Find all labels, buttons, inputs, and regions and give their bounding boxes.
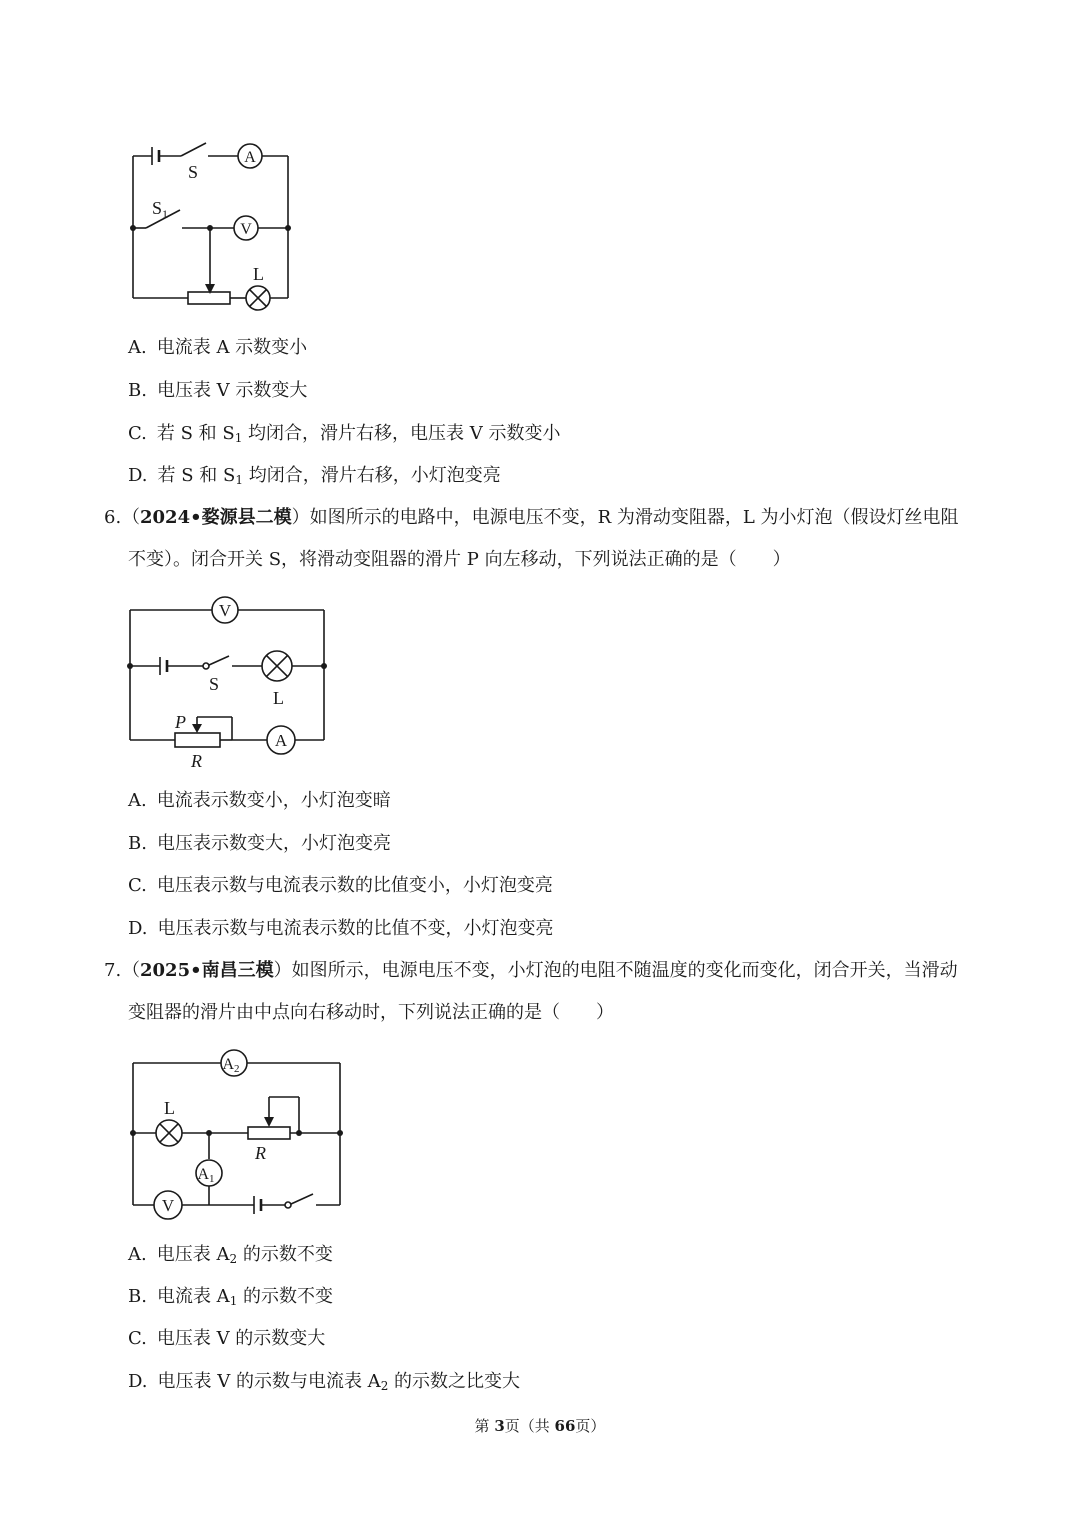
footer-total-pages: 66 bbox=[554, 1417, 576, 1435]
junction-dot bbox=[296, 1130, 302, 1136]
option-text: 若 S 和 S bbox=[156, 423, 235, 444]
option-letter: D. bbox=[128, 918, 148, 939]
q5-option-c[interactable] bbox=[128, 422, 561, 446]
voltmeter-v-label: V bbox=[240, 221, 252, 238]
ammeter-a-label: A bbox=[274, 731, 288, 750]
q6-stem-line2: 不变）。闭合开关 S，将滑动变阻器的滑片 P 向左移动，下列说法正确的是（ ） bbox=[128, 549, 791, 570]
switch-blade bbox=[291, 1194, 313, 1204]
option-subscript: 2 bbox=[229, 1252, 238, 1266]
option-letter: C. bbox=[128, 1328, 147, 1349]
slider-arrow bbox=[192, 724, 202, 733]
option-text: 电流表 A 示数变小 bbox=[156, 337, 308, 358]
option-letter: D. bbox=[128, 465, 148, 486]
rheostat-r-label: R bbox=[255, 1143, 266, 1163]
q6-option-a[interactable] bbox=[128, 789, 391, 813]
option-letter: B. bbox=[128, 833, 147, 854]
q6-option-b[interactable] bbox=[128, 832, 391, 856]
q7-source: 2025•南昌三模 bbox=[140, 960, 274, 981]
q7-option-d[interactable] bbox=[128, 1370, 520, 1394]
q5-circuit-svg bbox=[126, 138, 296, 310]
switch-s-blade bbox=[181, 143, 206, 156]
option-text: 电压表示数与电流表示数的比值不变，小灯泡变亮 bbox=[157, 918, 554, 939]
q5-option-d[interactable] bbox=[128, 464, 501, 488]
switch-contact bbox=[203, 663, 209, 669]
q7-stem-text bbox=[122, 959, 958, 983]
voltmeter-v-label: V bbox=[218, 601, 232, 620]
q6-option-c[interactable] bbox=[128, 874, 553, 898]
rheostat-r-label: R bbox=[191, 751, 202, 771]
q7-line1: 如图所示，电源电压不变，小灯泡的电阻不随温度的变化而变化，闭合开关，当滑动 bbox=[291, 960, 958, 981]
q7-number: 7. bbox=[104, 960, 122, 981]
junction-dot bbox=[206, 1130, 212, 1136]
page-footer bbox=[0, 1415, 1080, 1436]
option-text: 的示数不变 bbox=[237, 1244, 333, 1265]
paren-close: ） bbox=[273, 960, 292, 981]
ammeter-a2-label: A2 bbox=[222, 1056, 240, 1075]
option-letter: A. bbox=[128, 790, 147, 811]
footer-text: 页（共 bbox=[504, 1417, 555, 1435]
junction-dot bbox=[130, 1130, 136, 1136]
q7-option-c[interactable] bbox=[128, 1327, 325, 1351]
rheostat-rect bbox=[188, 292, 230, 304]
slider-p-label: P bbox=[175, 712, 186, 732]
option-text: 电压表 A bbox=[156, 1244, 230, 1265]
option-letter: C. bbox=[128, 423, 147, 444]
option-text: 电流表 A bbox=[156, 1286, 230, 1307]
ammeter-a1-label: A1 bbox=[197, 1166, 215, 1185]
q5-option-a[interactable] bbox=[128, 336, 307, 360]
option-text: 的示数之比变大 bbox=[388, 1371, 521, 1392]
option-subscript: 1 bbox=[234, 431, 243, 445]
q6-option-d[interactable] bbox=[128, 917, 554, 941]
q6-circuit-figure bbox=[126, 592, 330, 772]
footer-page-number: 3 bbox=[494, 1417, 505, 1435]
option-text: 电压表 V 的示数变大 bbox=[156, 1328, 326, 1349]
junction-dot bbox=[207, 225, 213, 231]
option-text: 电压表 V 的示数与电流表 A bbox=[157, 1371, 381, 1392]
junction-dot bbox=[337, 1130, 343, 1136]
switch-s-blade bbox=[209, 656, 229, 665]
option-text: 的示数不变 bbox=[237, 1286, 334, 1307]
junction-dot bbox=[285, 225, 291, 231]
option-letter: D. bbox=[128, 1371, 148, 1392]
junction-dot bbox=[321, 663, 327, 669]
option-text: 电压表 V 示数变大 bbox=[156, 380, 308, 401]
switch-s-label: S bbox=[209, 674, 220, 694]
option-letter: B. bbox=[128, 1286, 147, 1307]
q6-source: 2024•婺源县二模 bbox=[140, 507, 292, 528]
rheostat-rect bbox=[248, 1127, 290, 1139]
rheostat-rect bbox=[175, 733, 220, 747]
paren-close: ） bbox=[291, 507, 310, 528]
option-text: 均闭合，滑片右移，小灯泡变亮 bbox=[242, 465, 501, 486]
option-letter: B. bbox=[128, 380, 147, 401]
option-letter: A. bbox=[128, 1244, 147, 1265]
paren-open: （ bbox=[122, 960, 140, 981]
option-letter: A. bbox=[128, 337, 147, 358]
q7-option-a[interactable] bbox=[128, 1243, 333, 1267]
ammeter-a-label: A bbox=[244, 149, 256, 166]
q5-option-b[interactable] bbox=[128, 379, 307, 403]
option-text: 电压表示数变大，小灯泡变亮 bbox=[156, 833, 391, 854]
voltmeter-v-label: V bbox=[161, 1196, 175, 1215]
option-text: 若 S 和 S bbox=[157, 465, 236, 486]
footer-text: 第 bbox=[474, 1417, 495, 1435]
switch-s1-label: $S_1$ bbox=[152, 198, 169, 221]
option-text: 电压表示数与电流表示数的比值变小，小灯泡变亮 bbox=[156, 875, 553, 896]
q6-number: 6. bbox=[104, 507, 122, 528]
q5-circuit-figure bbox=[126, 138, 296, 310]
junction-dot bbox=[127, 663, 133, 669]
switch-s-label: S bbox=[188, 162, 199, 182]
lamp-l-label: L bbox=[273, 688, 284, 708]
option-text: 电流表示数变小，小灯泡变暗 bbox=[156, 790, 391, 811]
q6-stem-text bbox=[122, 506, 959, 530]
junction-dot bbox=[130, 225, 136, 231]
option-subscript: 1 bbox=[235, 473, 243, 487]
footer-text: 页） bbox=[575, 1417, 606, 1435]
lamp-l-label: L bbox=[164, 1098, 175, 1118]
q7-circuit-svg bbox=[128, 1046, 348, 1226]
q7-circuit-figure bbox=[128, 1046, 348, 1226]
q6-line1: 如图所示的电路中，电源电压不变，R 为滑动变阻器，L 为小灯泡（假设灯丝电阻 bbox=[309, 507, 959, 528]
q7-option-b[interactable] bbox=[128, 1285, 333, 1309]
paren-open: （ bbox=[122, 507, 140, 528]
lamp-l-label: L bbox=[253, 264, 264, 284]
q6-circuit-svg bbox=[126, 592, 330, 772]
option-subscript: 1 bbox=[229, 1294, 238, 1308]
slider-arrow bbox=[264, 1117, 274, 1127]
option-text: 均闭合，滑片右移，电压表 V 示数变小 bbox=[242, 423, 561, 444]
option-letter: C. bbox=[128, 875, 147, 896]
option-subscript: 2 bbox=[380, 1379, 389, 1393]
q7-stem-line2: 变阻器的滑片由中点向右移动时，下列说法正确的是（ ） bbox=[128, 1002, 614, 1023]
switch-contact bbox=[285, 1202, 291, 1208]
